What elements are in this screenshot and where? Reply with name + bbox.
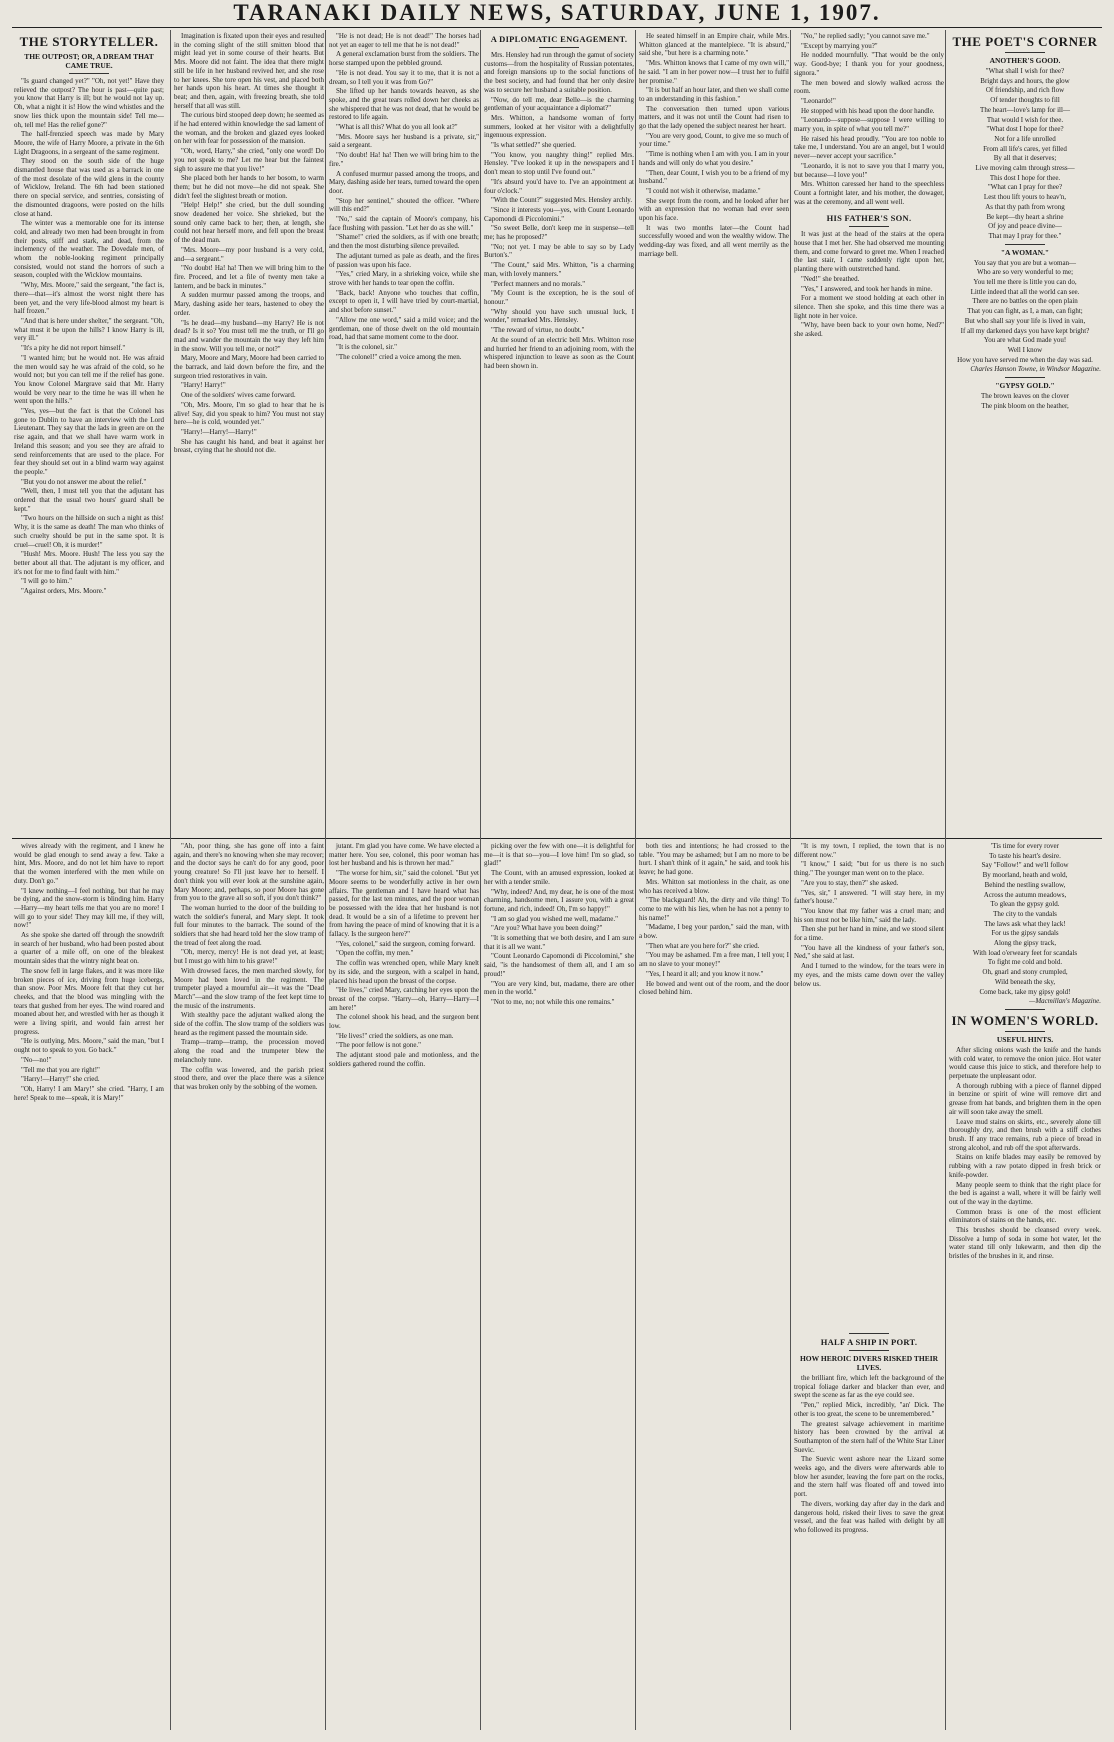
paragraph: "Yes," I answered, and took her hands in mine. xyxy=(801,284,933,293)
poem-line: Across the autumn meadows, xyxy=(983,890,1067,899)
poem-line: Of friendship, and rich flow xyxy=(985,86,1065,95)
column-story-continued xyxy=(174,32,324,836)
poem-line: But who shall say your life is lived in vain, xyxy=(964,316,1086,325)
paragraph: "Why should you have such unusual luck, I wonder," remarked Mrs. Hensley. xyxy=(484,307,634,325)
paragraph: The snow fell in large flakes, and it was more like broken pieces of ice, driving from huge icebergs, than snow. Poor Mrs. Moore felt that they cut her cheeks, and that the blood was mingling with the tears that gushed from her eyes. The wind roared and moaned about her, and wrestled with her as though it were a living spirit, and would fain arrest her progress. xyxy=(14,966,164,1036)
paragraph: She placed both her hands to her bosom, to warm them; but he did not move—he did not speak. She didn't feel the slightest breath or motion. xyxy=(174,174,324,200)
paragraph: With drowsed faces, the men marched slowly, for Moore had been loved in the regiment. The trumpeter played a mournful air—it was the "Dead March"—and the slow tramp of the feet kept time to the music of the instruments. xyxy=(174,966,324,1010)
paragraph: It was just at the head of the stairs at the opera house that I met her. She had observed me mounting them, and come forward to greet me. When I reached the last stair, I came suddenly right upon her, planting there with outstretched hand. xyxy=(794,230,944,274)
poem-line: Bright days and hours, the glow xyxy=(980,76,1070,85)
divider xyxy=(1005,1009,1045,1010)
paragraph: "Well, then, I must tell you that the adjutant has ordered that the usual two hours' guard shall be kept." xyxy=(14,487,164,513)
paragraph: "Back, back! Anyone who touches that coffin, except to open it, I will have tried by court-martial, and shot before sunset." xyxy=(329,288,479,315)
poem-line: "What can I pray for thee? xyxy=(987,183,1063,192)
paragraph: "No," said the captain of Moore's company, his face flushing with passion. "Let her do as she will." xyxy=(329,215,479,232)
poem-line: Be kept—thy heart a shrine xyxy=(986,212,1064,221)
paragraph: "Hush! Mrs. Moore. Hush! The less you say the better about all that. The adjutant is my officer, and it's not for me to find fault with him." xyxy=(14,550,164,576)
paragraph: "I know," I said; "but for us there is no such thing." The younger man went on to the place. xyxy=(794,860,944,878)
paragraph: "Oh, Mrs. Moore, I'm so glad to hear that he is alive! Say, did you speak to him? You must not stay here—he is cold, wounded yet." xyxy=(174,400,324,427)
paragraph: "Harry!—Harry!—Harry!" xyxy=(181,427,257,436)
paragraph: wives already with the regiment, and I knew he would be glad enough to send away a few. Take a hint, Mrs. Moore, and do not let him have to report that the women interfered with the men while on duty. Don't go." xyxy=(14,842,164,885)
paragraph: A sudden murmur passed among the troops, and Mary, dashing aside her tears, hastened to obey the order. xyxy=(174,291,324,317)
paragraph: "Yes, colonel," said the surgeon, coming forward. xyxy=(336,939,476,948)
poem-line: That would I wish for thee. xyxy=(986,115,1064,124)
paragraph: The men bowed and slowly walked across the room. xyxy=(794,78,944,96)
poem-line: Of joy and peace divine— xyxy=(988,222,1062,231)
paragraph: "Pen," replied Mick, incredibly, "an' Dick. The other is too great, the scene to be unremembered." xyxy=(794,1401,944,1418)
paragraph: "Ned!" she breathed. xyxy=(801,274,860,283)
paragraph: "Mrs. Whitton knows that I came of my own will," he said. "I am in her power now—I trust her to fulfil her promise." xyxy=(639,59,789,85)
paragraph: "You are very good, Count, to give me so much of your time." xyxy=(639,131,789,149)
poem-title: ANOTHER'S GOOD. xyxy=(989,56,1061,65)
poem-line: Not for a life unrolled xyxy=(994,134,1056,143)
paragraph: "Yes," cried Mary, in a shrieking voice, while she strove with her hands to tear open the coffin. xyxy=(329,270,479,287)
paragraph: He raised his head proudly. "You are too noble to take me, I understand. You are an angel, but I would never—never accept your sacrifice." xyxy=(794,134,944,161)
paragraph: "Harry!—Harry!" she cried. xyxy=(21,1075,100,1084)
paragraph: Mrs. Whitton caressed her hand to the speechless Count a fortnight later, and his mother, the dowager, was at the ceremony, and all went well. xyxy=(794,180,944,206)
paragraph: "Why, have been back to your own home, Ned?" she asked. xyxy=(794,321,944,339)
paragraph: For a moment we stood holding at each other in silence. Then she spoke, and this time there was a light note in her voice. xyxy=(794,294,944,320)
paragraph: The adjutant turned as pale as death, and the fires of passion was upon his face. xyxy=(329,251,479,269)
paragraph: The half-frenzied speech was made by Mary Moore, the wife of Harry Moore, a private in the 6th Light Dragoons, in a sergeant of the same regiment. xyxy=(14,130,164,156)
paragraph: "Oh, Harry! I am Mary!" she cried. "Harry, I am here! Speak to me—speak, it is Mary!" xyxy=(14,1084,164,1102)
paragraph: The greatest salvage achievement in maritime history has been crowned by the arrival at Southampton of the stern half of the White Star Liner Suevic. xyxy=(794,1419,944,1454)
poem-attribution: —Macmillan's Magazine. xyxy=(1029,997,1101,1006)
paragraph: the brilliant fire, which left the background of the tropical foliage darker and blacker than ever, and swept the scene as far as the eye could see. xyxy=(794,1374,944,1400)
paragraph: "My Count is the exception, he is the soul of honour." xyxy=(484,289,634,306)
masthead: TARANAKI DAILY NEWS, SATURDAY, JUNE 1, 1907. xyxy=(233,0,881,25)
paragraph: "I am so glad you wished me well, madame." xyxy=(491,914,619,923)
paragraph: "Leonardo, it is not to save you that I marry you, but because—I love you!" xyxy=(794,161,944,179)
paragraph: "Mrs. Moore says her husband is a private, sir," said a sergeant. xyxy=(329,132,479,150)
paragraph: "No doubt! Ha! ha! Then we will bring him to the fire. Proceed, and let a file of twenty men take a lantern, and be back in minutes." xyxy=(174,264,324,290)
paragraph: "Then, dear Count, I wish you to be a friend of my husband." xyxy=(639,168,789,186)
poem-line: The pink bloom on the heather, xyxy=(981,401,1069,410)
paragraph: "Perfect manners and no morals." xyxy=(491,279,586,288)
section-heading: IN WOMEN'S WORLD. xyxy=(951,1012,1099,1028)
column-divider xyxy=(635,30,636,1730)
paragraph: One of the soldiers' wives came forward. xyxy=(181,391,296,400)
column-poems-womens xyxy=(949,842,1101,1734)
poem-line: Behind the nestling swallow, xyxy=(984,880,1066,889)
paragraph: Leave mud stains on skirts, etc., severely alone till thoroughly dry, and then brush with a stiff clothes brush. If any trace remains, rub a piece of bread in strong alcohol, and rub off the spot afterwards. xyxy=(949,1117,1101,1152)
paragraph: Many people seem to think that the right place for the bed is against a wall, where it will be fairly well out of the way in the daytime. xyxy=(949,1180,1101,1206)
poem-line: The laws ask what they lack! xyxy=(984,919,1066,928)
column-divider xyxy=(480,30,481,1730)
paragraph: "No—no!" xyxy=(21,1055,52,1064)
poem-line: Live moving calm through stress— xyxy=(975,164,1075,173)
paragraph: The curious bird stooped deep down; he seemed as if he had entered within knowledge the sad lament of the woman, and the broken and glazed eyes looked on her with fear for possession of the mansion. xyxy=(174,111,324,146)
poem-line: As that thy path from wrong xyxy=(985,202,1065,211)
poem-line: By all that it deserves; xyxy=(993,154,1057,163)
paragraph: Common brass is one of the most efficient eliminators of stains on the hands, etc. xyxy=(949,1207,1101,1225)
paragraph: As she spoke she darted off through the snowdrift in search of her husband, who had been posted about a quarter of a mile off, on one of the bleakest mountain sides that the wintry night beat on. xyxy=(14,931,164,966)
article-heading: HALF A SHIP IN PORT. xyxy=(820,1337,918,1347)
paragraph: Tramp—tramp—tramp, the procession moved along the road and the trumpeter blew the melancholy tune. xyxy=(174,1038,324,1064)
paragraph: "I wanted him; but he would not. He was afraid the men would say he was afraid of the cold, so he would not; but you can tell me if the relief has gone. You know Colonel Margrave said that Mr. Harry would be very near to the time he was ill when he went upon the hills." xyxy=(14,353,164,406)
column-diplomatic-lower-2 xyxy=(639,842,789,1734)
column-fathers-son xyxy=(794,32,944,836)
paragraph: The Count, with an amused expression, looked at her with a tender smile. xyxy=(484,869,634,886)
paragraph: The conversation then turned upon various matters, and it was not until the Count had risen to go that the lady opened the subject nearest her heart. xyxy=(639,104,789,131)
paragraph: "Why, Mrs. Moore," said the sergeant, "the fact is, there—that—it's almost the worst night there has been yet, and the very life-blood almost my heart is half frozen." xyxy=(14,281,164,316)
poem-title: "GYPSY GOLD." xyxy=(995,381,1055,391)
paragraph: A thorough rubbing with a piece of flannel dipped in benzine or spirit of wine will remove dirt and grease from hat bands, and brighten them in the open air will soon take away the smell. xyxy=(949,1081,1101,1116)
paragraph: "Yes, yes—but the fact is that the Colonel has gone to Dublin to have an interview with the Lord Lieutenant. They say that the lads in green are on the rise again, and that we shall have warm work in Ireland this season; and you see they are afraid to send reinforcements that are used to the place. For fear they should set out in a blind warm way against the people." xyxy=(14,407,164,476)
paragraph: "He lives!" cried the soldiers, as one man. xyxy=(336,1031,454,1040)
paragraph: "It is but half an hour later, and then we shall come to an understanding in this fashion." xyxy=(639,86,789,103)
paragraph: "Oh, word, Harry," she cried, "only one word! Do you not speak to me? Let me hear but the faintest sigh to assure me that you live!" xyxy=(174,147,324,173)
article-heading: HIS FATHER'S SON. xyxy=(826,213,912,224)
paragraph: "I could not wish it otherwise, madame." xyxy=(646,186,761,195)
paragraph: "Leonardo!" xyxy=(801,96,836,105)
section-subheading: USEFUL HINTS. xyxy=(996,1034,1054,1044)
paragraph: "Is he dead—my husband—my Harry? He is not dead? Is it so? You must tell me the truth, or I'll go mad and wander the mountain the way they left him in the snow. Will you tell me, or not?" xyxy=(174,318,324,353)
poem-line: Of tender thoughts to fill xyxy=(990,96,1060,105)
divider xyxy=(849,226,889,227)
poem-line: That you can fight, as I, a man, can fight; xyxy=(967,307,1083,316)
column-poets-corner xyxy=(949,32,1101,836)
paragraph: The coffin was wrenched open, while Mary knelt by its side, and the surgeon, with a scalpel in hand, placed his head upon the breast of the corpse. xyxy=(329,959,479,985)
paragraph: After slicing onions wash the knife and the hands with cold water, to remove the onion juice. Hot water would cause this juice to stick, and therefore help to perpetuate the unpleasant odor. xyxy=(949,1045,1101,1081)
paragraph: "Stop her sentinel," shouted the officer. "Where will this end?" xyxy=(329,196,479,214)
poem-line: The heart—love's lamp for ill— xyxy=(980,105,1070,114)
poem-line: To glean the gypsy gold. xyxy=(990,900,1060,909)
paragraph: "No; not yet. I may be able to say so by Lady Burton's." xyxy=(484,242,634,260)
paragraph: "Shame!" cried the soldiers, as if with one breath; and then the most disturbing silence prevailed. xyxy=(329,233,479,251)
paragraph: "The blackguard! Ah, the dirty and vile thing! To come to me with his lies, when he has not a penny to his name!" xyxy=(639,896,789,922)
column-story-lower xyxy=(14,842,164,1734)
poem-line: By moorland, heath and wold, xyxy=(982,871,1068,880)
paragraph: "Since it interests you—yes, with Count Leonardo Capomondi di Piccolomini." xyxy=(484,205,634,223)
paragraph: The coffin was lowered, and the parish priest stood there, and over the place there was a silence that was broken only by the sobbing of the women. xyxy=(174,1065,324,1091)
paragraph: "Open the coffin, my men." xyxy=(336,949,414,958)
section-heading: THE POET'S CORNER xyxy=(952,34,1098,49)
poem-line: "What shall I wish for thee? xyxy=(985,67,1065,75)
column-diplomatic-lower xyxy=(484,842,634,1734)
column-divider xyxy=(170,30,171,1730)
paragraph: "Count Leonardo Capomondi di Piccolomini," she said, "is the handsomest of them all, and I am so proud!" xyxy=(484,952,634,978)
paragraph: "Then what are you here for?" she cried. xyxy=(646,941,760,950)
paragraph: "It is my town, I replied, the town that is no different now." xyxy=(794,842,944,859)
divider xyxy=(1005,1031,1045,1032)
poem-title: "A WOMAN." xyxy=(1000,247,1050,257)
poem-line: You say that you are but a woman— xyxy=(973,258,1077,267)
paragraph: both ties and intentions; he had crossed to the table. "You may be ashamed; but I am no more to be hurt. I shan't think of it again," he said, and took his leave; he had gone. xyxy=(639,842,789,877)
section-heading: THE STORYTELLER. xyxy=(19,34,159,49)
paragraph: He seated himself in an Empire chair, while Mrs. Whitton glanced at the mantelpiece. "It is absurd," said she, "but here is a charming note." xyxy=(639,32,789,58)
paragraph: "Tell me that you are right!" xyxy=(21,1065,100,1074)
column-divider xyxy=(325,30,326,1730)
poem-line: To taste his heart's desire. xyxy=(989,851,1061,860)
paragraph: "Mrs. Moore—my poor husband is a very cold, and—a sergeant." xyxy=(174,245,324,263)
paragraph: This brushes should be cleansed every week. Dissolve a lump of soda in some hot water, let the water stand till only lukewarm, and then dip the bristles of the brushes in it, and rinse. xyxy=(949,1226,1101,1261)
paragraph: "Now, do tell me, dear Belle—is the charming gentleman of your acquaintance a diplomat?" xyxy=(484,95,634,113)
divider xyxy=(849,1333,889,1334)
paragraph: "The worse for him, sir," said the colonel. "But yet Moore seems to be wonderfully active in her own affairs. The gentleman and I have heard what has passed, for the last ten minutes, and the poor woman be possessed with the idea that her husband is not dead. It would be a sin of a lifetime to prevent her from having the peace of mind of knowing that it is a fallacy. Is the surgeon here?" xyxy=(329,869,479,939)
paragraph: The woman hurried to the door of the building to watch the soldier's funeral, and Mary slept. It took full four minutes to the barrack. The sound of the soldiers that she had heard told her the slow tramp of the tread of feet along the road. xyxy=(174,903,324,947)
paragraph: "The colonel!" cried a voice among the men. xyxy=(336,352,462,361)
paragraph: The winter was a memorable one for its intense cold, and already two men had been brought in from their posts, stiff and stark, and dead, from the inclemency of the weather. The Dovedale men, of whom the noble-looking regiment principally consisted, would not stand the horrors of such a season, coupled with the Wicklow mountains. xyxy=(14,219,164,280)
poem-line: With load o'erweary feet for scandals xyxy=(972,948,1078,957)
paragraph: "It's a pity he did not report himself." xyxy=(21,344,126,353)
paragraph: It was two months later—the Count had successfully wooed and won the wealthy widow. The wedding-day was fixed, and all went merrily as the marriage bell. xyxy=(639,223,789,258)
paragraph: He bowed and went out of the room, and the door closed behind him. xyxy=(639,979,789,997)
column-story-lower-3 xyxy=(329,842,479,1734)
story-title: THE OUTPOST; OR, A DREAM THAT CAME TRUE. xyxy=(24,52,154,70)
poem-line: Well I know xyxy=(1007,345,1043,354)
poem-line: There are no battles on the open plain xyxy=(972,297,1078,306)
column-diplomatic-continued xyxy=(639,32,789,836)
poem-line: Say "Follow!" and we'll follow xyxy=(981,861,1069,870)
paragraph: The divers, working day after day in the dark and dangerous hold, risked their lives to save the great vessel, and the feat was hailed with delight by all who followed its progress. xyxy=(794,1499,944,1534)
poem-line: To fight me cold and bold. xyxy=(987,958,1063,967)
paragraph: "What is all this? What do you all look at?" xyxy=(336,123,458,132)
paragraph: "He is outlying, Mrs. Moore," said the man, "but I ought not to speak to you. Go back." xyxy=(14,1037,164,1055)
paragraph: "He is not dead; He is not dead!" The horses had not yet an eager to tell me that he is not dead!" xyxy=(329,32,479,49)
paragraph: Mrs. Hensley had run through the gamut of society customs—from the hospitality of Russian potentates, and foreign mansions up to the social functions of the best society, and had found that her only desire was to secure her husband a suitable position. xyxy=(484,51,634,94)
paragraph: Mrs. Whitton sat motionless in the chair, as one who has received a blow. xyxy=(639,877,789,895)
divider xyxy=(849,209,889,210)
paragraph: He stopped with his head upon the door handle. xyxy=(801,106,935,115)
column-diplomatic xyxy=(484,32,634,836)
paragraph: "Against orders, Mrs. Moore." xyxy=(21,587,107,596)
paragraph: "He is not dead. You say it to me, that it is not a dream, so I tell you it was from Go?" xyxy=(329,68,479,86)
poem-line: How you have served me when the day was sad. xyxy=(957,355,1093,364)
poem-line: That may I pray for thee." xyxy=(988,231,1062,240)
paragraph: "The reward of virtue, no doubt." xyxy=(491,326,585,335)
paragraph: "With the Count?" suggested Mrs. Hensley archly. xyxy=(491,196,633,205)
poem-line: From all life's cares, yet filled xyxy=(983,144,1067,153)
paragraph: The Suevic went ashore near the Lizard some weeks ago, and the divers were afterwards able to blow her asunder, leaving the fore part on the rocks, and the stern half was floated off and towed into port. xyxy=(794,1455,944,1499)
poem-line: For us the gipsy sandals xyxy=(991,929,1059,938)
poem-attribution: Charles Hanson Towne, in Windsor Magazine. xyxy=(970,365,1101,374)
paragraph: "Is guard changed yet?" "Oh, not yet!" Have they relieved the outpost? The hour is past—quite past; you know that Harry is ill; but he would not lay up. Oh, what a night it is! How the wind whistles and the snow lies thick upon the mountain side! Tell me—oh, tell me! Has the relief gone?" xyxy=(14,77,164,129)
column-storyteller xyxy=(14,32,164,836)
column-half-a-ship xyxy=(794,1330,944,1734)
divider xyxy=(1005,52,1045,53)
poem-line: 'Tis time for every rover xyxy=(991,842,1059,850)
paragraph: "Time is nothing when I am with you. I am in your hands and will only do what you desire." xyxy=(639,150,789,167)
paragraph: "Why, indeed? And, my dear, he is one of the most charming, handsome men, I assure you, with a great fortune, and rich, indeed! Oh, I'm so happy!" xyxy=(484,887,634,913)
paragraph: Imagination is fixated upon their eyes and resulted in the coming slight of the still smitten blood that might lead yet in some course of their hearts. But Mrs. Moore did not faint. The idea that there might still be life in her husband revived her, and she rose to her knees. She tore open his vest, and placed both her hands upon his heart. At times she thought it beat; and then, again, with freezing breath, she told herself that all was still. xyxy=(174,32,324,110)
paragraph: The colonel shook his head, and the surgeon bent low. xyxy=(329,1013,479,1031)
poem-line: The brown leaves on the clover xyxy=(980,392,1070,401)
paragraph: "Ah, poor thing, she has gone off into a faint again, and there's no knowing when she may recover; and the doctor says he can't do for any good, poor young creature! So I'll just leave her to herself. I don't think you will ever look at the sunshine again, Mary Moore; and, perhaps, so poor Moore has gone from you to the grave all so soft, if you don't think?" xyxy=(174,842,324,903)
paragraph: "The Count," said Mrs. Whitton, "is a charming man, with lovely manners." xyxy=(484,261,634,278)
paragraph: Mary, Moore and Mary, Moore had been carried to the barrack, and laid down before the fire, and the surgeon tried restoratives in vain. xyxy=(174,354,324,380)
paragraph: "It is the colonel, sir." xyxy=(336,342,397,351)
paragraph: Stains on knife blades may easily be removed by rubbing with a raw potato dipped in fresh brick or knife-powder. xyxy=(949,1153,1101,1179)
paragraph: Then she put her hand in mine, and we stood silent for a time. xyxy=(794,925,944,943)
poem-line: If all my darkened days you have kept bright? xyxy=(960,326,1090,335)
paragraph: They stood on the south side of the huge dismantled house that was used as a barrack in one of the most desolate of the wild glens in the county of Wicklow, Ireland. The 6th had been stationed there on special service, and sentries, consisting of the dismounted dragoons, were posted on the hills close at hand. xyxy=(14,157,164,218)
paragraph: "Not to me, no; not while this one remains." xyxy=(491,997,615,1006)
column-divider xyxy=(790,30,791,1730)
divider xyxy=(1005,244,1045,245)
paragraph: "You know, you naughty thing!" replied Mrs. Hensley. "I've looked it up in the newspapers and I don't mean to stop until I've found out." xyxy=(484,150,634,177)
paragraph: "Madame, I beg your pardon," said the man, with a bow. xyxy=(639,923,789,941)
poem-line: Who are so very wonderful to me; xyxy=(976,268,1074,277)
paragraph: He nodded mournfully. "That would be the only way. Good-bye; I thank you for your goodness, signora." xyxy=(794,51,944,77)
divider xyxy=(849,1350,889,1351)
poem-line: "What dost I hope for thee? xyxy=(986,125,1064,134)
paragraph: "I will go to him." xyxy=(21,577,73,586)
paragraph: She swept from the room, and he looked after her with an expression that no woman had ever seen upon his face. xyxy=(639,196,789,223)
column-story-lower-2 xyxy=(174,842,324,1734)
paragraph: picking over the few with one—it is delightful for me—it is that so—you—I love him! I'm so glad, so glad!" xyxy=(484,842,634,868)
column-divider xyxy=(945,30,946,1730)
paragraph: "Allow me one word," said a mild voice; and the gentleman, one of those dwelt on the old mountain road, had that same moment come to the door. xyxy=(329,315,479,342)
paragraph: Mrs. Whitton, a handsome woman of forty summers, looked at her visitor with a delightfully ingenuous expression. xyxy=(484,113,634,140)
poem-line: Lest thou lift yours to heav'n, xyxy=(983,193,1067,202)
paragraph: "Is what settled?" she queried. xyxy=(491,141,576,150)
poem-line: Along the gipsy track, xyxy=(993,939,1057,948)
paragraph: "Are you to stay, then?" she asked. xyxy=(801,878,899,887)
poem-line: Little indeed that all the world can see. xyxy=(970,287,1080,296)
poem-line: Oh, gnarl and stony crumpled, xyxy=(982,968,1068,977)
paragraph: "Yes, I heard it all; and you know it now." xyxy=(646,969,764,978)
paragraph: "Are you? What have you been doing?" xyxy=(491,924,603,933)
paragraph: A confused murmur passed among the troops, and Mary, dashing aside her tears, turned toward the open door. xyxy=(329,169,479,195)
divider xyxy=(1005,377,1045,378)
paragraph: "It is something that we both desire, and I am sure that it is all we want." xyxy=(484,934,634,951)
article-subheading: HOW HEROIC DIVERS RISKED THEIR LIVES. xyxy=(799,1354,939,1372)
paragraph: jutant. I'm glad you have come. We have elected a matter here. You see, colonel, this poor woman has lost her husband and his is thrown her mad." xyxy=(329,842,479,868)
poem-line: This dost I hope for thee. xyxy=(989,173,1061,182)
poem-line: You are what God made you! xyxy=(983,336,1067,345)
paragraph: "Leonardo—suppose—suppose I were willing to marry you, in spite of what you tell me?" xyxy=(794,116,944,134)
masthead-rule xyxy=(12,27,1102,28)
paragraph: "Oh, mercy, mercy! He is not dead yet, at least; but I must go with him to his grave!" xyxy=(174,948,324,966)
paragraph: "Yes, sir," I answered. "I will stay here, in my father's house." xyxy=(794,888,944,906)
paragraph: "You know that my father was a cruel man; and his son must not be like him," said the lady. xyxy=(794,906,944,924)
paragraph: "Help! Help!" she cried, but the dull sounding snow deadened her voice. She shrieked, but the sound only came back to her; then, at length, she could not hear herself more, and fell upon the breast of the dead man. xyxy=(174,201,324,245)
paragraph: "No," he replied sadly; "you cannot save me." xyxy=(801,32,930,40)
poem-line: You tell me there is little you can do, xyxy=(973,278,1077,287)
fold-rule xyxy=(12,838,1102,839)
paragraph: With stealthy pace the adjutant walked along the side of the coffin. The slow tramp of the soldiers was heard as the regiment passed the mountain side. xyxy=(174,1011,324,1037)
paragraph: "It's absurd you'd have to. I've an appointment at four o'clock." xyxy=(484,177,634,195)
paragraph: "No doubt! Ha! ha! Then we will bring him to the fire." xyxy=(329,151,479,168)
paragraph: "Two hours on the hillside on such a night as this! Why, it is the same as death! The man who thinks of such cruelty should be put in the same spot. It is cruel—cruel! Oh, it is murder!" xyxy=(14,514,164,549)
paragraph: A general exclamation burst from the soldiers. The horse stamped upon the pebbled ground. xyxy=(329,50,479,68)
paragraph: She lifted up her hands towards heaven, as she spoke, and the great tears rolled down her cheeks as she whispered that he was not dead, that he would be restored to life again. xyxy=(329,87,479,122)
poem-line: The city to the vandals xyxy=(993,909,1057,918)
paragraph: And I turned to the window, for the tears were in my eyes, and the mists came down over the valley below us. xyxy=(794,962,944,988)
paragraph: At the sound of an electric bell Mrs. Whitton rose and hurried her friend to an adjoining room, with the whispered injunction to leave as soon as the Count had been shown in. xyxy=(484,335,634,370)
column-story-continued-2 xyxy=(329,32,479,836)
paragraph: "The poor fellow is not gone." xyxy=(336,1041,422,1050)
paragraph: "You are very kind, but, madame, there are other men in the world." xyxy=(484,979,634,997)
paragraph: "And that is here under shelter," the sergeant. "Oh, what must it be upon the hills? I know Harry is ill, very ill." xyxy=(14,316,164,343)
paragraph: She has caught his hand, and beat it against her breast, crying that he should not die. xyxy=(174,437,324,455)
paragraph: "I knew nothing—I feel nothing, but that he may be dying, and the snow-storm is blinding him. Harry—Harry—my heart tells me that you are no more! I will go to your side! They may kill me, if they will, now!" xyxy=(14,886,164,930)
divider xyxy=(69,73,109,74)
poem-line: Come back, take my gipsy gold! xyxy=(979,987,1071,996)
poem-line: Wild beneath the sky, xyxy=(994,977,1056,986)
paragraph: The adjutant stood pale and motionless, and the soldiers gathered round the coffin. xyxy=(329,1051,479,1068)
paragraph: "Except by marrying you?" xyxy=(801,41,878,50)
paragraph: "He lives," cried Mary, catching her eyes upon the breast of the corpse. "Harry—oh, Harry—Harry—I am here!" xyxy=(329,986,479,1012)
article-heading: A DIPLOMATIC ENGAGEMENT. xyxy=(490,34,628,44)
divider xyxy=(539,47,579,48)
paragraph: "So sweet Belle, don't keep me in suspense—tell me; has he proposed?" xyxy=(484,224,634,242)
paragraph: "Harry! Harry!" xyxy=(181,381,226,390)
paragraph: "You have all the kindness of your father's son, Ned," she said at last. xyxy=(794,943,944,961)
paragraph: "But you do not answer me about the relief." xyxy=(21,477,147,486)
paragraph: "You may be ashamed. I'm a free man, I tell you; I am no slave to your money!" xyxy=(639,951,789,969)
